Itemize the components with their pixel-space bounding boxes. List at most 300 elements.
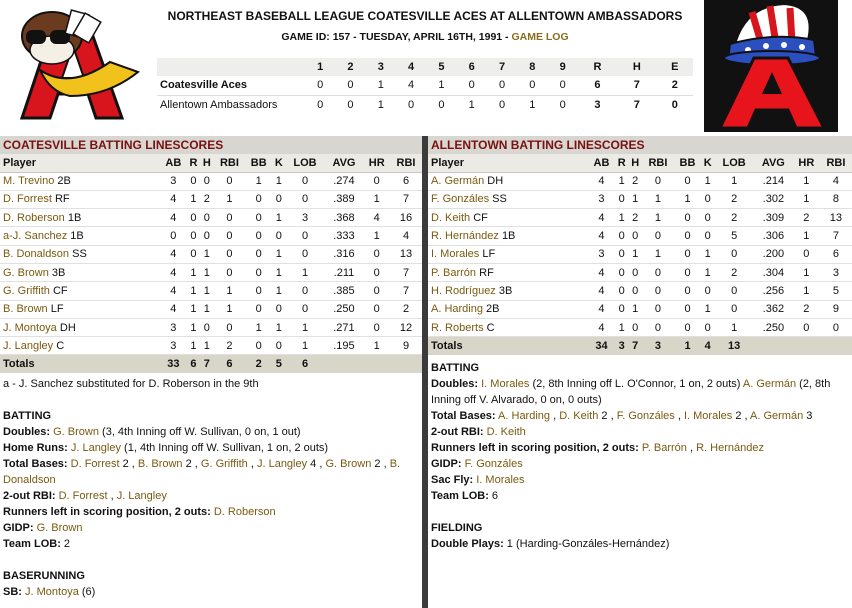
- tb-value: 2: [371, 458, 381, 471]
- stat-trbi: 9: [820, 300, 852, 318]
- fielding-heading: FIELDING: [431, 521, 483, 534]
- stat-k: 0: [701, 190, 714, 208]
- stat-avg: .316: [325, 245, 364, 263]
- inning-score: 1: [468, 98, 475, 111]
- table-row: [428, 227, 852, 245]
- player-link[interactable]: G. Brown: [53, 426, 99, 439]
- col-hr: HR: [363, 154, 390, 172]
- player-link[interactable]: F. Gonzáles: [616, 409, 675, 422]
- batting-heading: BATTING: [431, 361, 480, 374]
- stat-rbi: 0: [213, 263, 245, 281]
- stat-h: 1: [200, 263, 213, 281]
- player-link[interactable]: I. Morales: [431, 248, 480, 261]
- stat-bb: 0: [674, 318, 701, 336]
- total-k: 5: [272, 355, 285, 373]
- stat-r: 0: [187, 245, 200, 263]
- stat-bb: 0: [245, 227, 272, 245]
- inning-score: 0: [305, 76, 335, 95]
- table-row: [428, 245, 852, 263]
- total-empty: [820, 337, 852, 355]
- stat-lob: 3: [285, 209, 324, 227]
- stat-k: 1: [272, 318, 285, 336]
- stat-avg: .211: [325, 263, 364, 281]
- total-lob: 13: [714, 337, 753, 355]
- player-link[interactable]: J. Langley: [256, 458, 308, 471]
- stat-trbi: 2: [390, 300, 422, 318]
- stat-ab: 4: [588, 263, 615, 281]
- total-rbi: 3: [642, 337, 674, 355]
- gidp-label: GIDP:: [3, 522, 34, 535]
- stat-rbi: 2: [213, 337, 245, 355]
- stat-hr: 1: [793, 263, 820, 281]
- total-errors: 2: [657, 76, 693, 95]
- stat-hr: 1: [363, 337, 390, 355]
- stat-ab: 4: [160, 282, 187, 300]
- tb-value: 2: [182, 458, 192, 471]
- total-bases-label: Total Bases:: [431, 409, 496, 422]
- stat-trbi: 4: [820, 172, 852, 190]
- stat-avg: .368: [325, 209, 364, 227]
- two-out-rbi-label: 2-out RBI:: [3, 490, 56, 503]
- total-label: Totals: [428, 337, 588, 355]
- stat-ab: 4: [588, 172, 615, 190]
- stat-h: 1: [200, 245, 213, 263]
- home-runs-label: Home Runs:: [3, 442, 68, 455]
- player-link[interactable]: D. Forrest: [70, 458, 120, 471]
- stat-r: 1: [615, 172, 628, 190]
- player-link[interactable]: G. Brown: [36, 522, 83, 535]
- gidp-label: GIDP:: [431, 457, 462, 470]
- total-h: 7: [628, 337, 641, 355]
- stat-rbi: 0: [642, 227, 674, 245]
- game-log-link[interactable]: GAME LOG: [511, 31, 569, 43]
- stat-trbi: 5: [820, 282, 852, 300]
- player-cell: [0, 209, 160, 227]
- col-player: Player: [0, 154, 160, 172]
- stat-bb: 0: [674, 227, 701, 245]
- stat-hr: 0: [793, 245, 820, 263]
- stat-bb: 0: [245, 300, 272, 318]
- home-runs-detail: (1, 4th Inning off W. Sullivan, 1 on, 2 outs): [121, 442, 329, 455]
- inning-score: 0: [347, 98, 354, 111]
- stat-h: 0: [628, 227, 641, 245]
- player-link[interactable]: J. Montoya: [25, 586, 79, 599]
- stat-k: 0: [701, 318, 714, 336]
- stat-k: 0: [701, 227, 714, 245]
- total-runs: 6: [578, 76, 617, 95]
- stat-r: 0: [187, 227, 200, 245]
- player-link[interactable]: D. Keith: [559, 409, 599, 422]
- totals-row: [428, 337, 852, 355]
- team-lob-value: 6: [491, 489, 499, 502]
- stat-lob: 0: [285, 190, 324, 208]
- sac-fly-label: Sac Fly:: [431, 473, 474, 486]
- stat-r: 1: [187, 318, 200, 336]
- inning-score: 0: [548, 76, 578, 95]
- player-link[interactable]: D. Keith: [431, 211, 471, 224]
- player-link[interactable]: G. Griffith: [200, 458, 248, 471]
- stat-lob: 1: [285, 263, 324, 281]
- stat-bb: 1: [245, 318, 272, 336]
- inning-header: 4: [396, 58, 426, 76]
- stat-hr: 0: [363, 245, 390, 263]
- risp-line: [3, 504, 419, 520]
- stat-avg: .362: [754, 300, 793, 318]
- player-link[interactable]: J. Langley: [116, 490, 167, 503]
- stat-avg: .306: [754, 227, 793, 245]
- stat-trbi: 7: [390, 263, 422, 281]
- hits-header: H: [617, 58, 656, 76]
- stat-r: 1: [615, 318, 628, 336]
- player-link[interactable]: A. Harding: [498, 409, 551, 422]
- stat-avg: .304: [754, 263, 793, 281]
- stat-rbi: 0: [213, 172, 245, 190]
- player-link[interactable]: R. Hernández: [696, 441, 764, 454]
- player-position: 1B: [67, 211, 82, 224]
- tb-value: 2: [598, 409, 608, 422]
- player-link[interactable]: B. Brown: [3, 303, 48, 316]
- player-cell: [428, 245, 588, 263]
- stat-avg: .195: [325, 337, 364, 355]
- stat-ab: 4: [160, 300, 187, 318]
- aces-logo-icon: [0, 0, 145, 134]
- total-lob: 6: [285, 355, 324, 373]
- stat-ab: 0: [160, 227, 187, 245]
- player-position: 2B: [57, 175, 71, 188]
- stat-bb: 0: [674, 282, 701, 300]
- stat-trbi: 7: [390, 282, 422, 300]
- double-plays-label: Double Plays:: [431, 537, 504, 550]
- col-rbi: RBI: [213, 154, 245, 172]
- player-position: C: [56, 339, 65, 352]
- linescore-team-header: [157, 58, 305, 76]
- stat-rbi: 1: [213, 190, 245, 208]
- stat-k: 0: [701, 282, 714, 300]
- stat-ab: 4: [588, 282, 615, 300]
- player-link[interactable]: A. Harding: [431, 303, 483, 316]
- away-batting-table: [0, 154, 422, 373]
- player-cell: [428, 318, 588, 336]
- total-label: Totals: [0, 355, 160, 373]
- player-link[interactable]: B. Brown: [137, 458, 183, 471]
- total-bases-line: Total Bases: A. Harding , D. Keith 2 , F. Gonzáles , I. Morales 2 , A. Germán 3: [431, 409, 813, 422]
- stat-lob: 1: [714, 172, 753, 190]
- stat-bb: 0: [674, 245, 701, 263]
- game-header: [0, 0, 852, 136]
- stat-trbi: 13: [820, 209, 852, 227]
- stat-k: 1: [272, 263, 285, 281]
- stat-trbi: 12: [390, 318, 422, 336]
- coatesville-aces-logo: [0, 0, 145, 134]
- stat-r: 1: [615, 209, 628, 227]
- stolen-bases-label: SB:: [3, 586, 22, 599]
- stat-lob: 2: [714, 263, 753, 281]
- inning-score: 0: [517, 76, 547, 95]
- stat-hr: 0: [363, 172, 390, 190]
- player-link[interactable]: G. Griffith: [3, 284, 50, 297]
- stat-bb: 0: [674, 209, 701, 227]
- player-cell: [428, 190, 588, 208]
- stat-hr: 1: [363, 227, 390, 245]
- stat-rbi: 1: [642, 209, 674, 227]
- inning-header: 8: [517, 58, 547, 76]
- player-link[interactable]: I. Morales: [683, 409, 733, 422]
- col-k: K: [701, 154, 714, 172]
- col-avg: AVG: [325, 154, 364, 172]
- player-link[interactable]: D. Forrest: [58, 490, 108, 503]
- linescore-table: [157, 58, 693, 114]
- stat-rbi: 0: [213, 245, 245, 263]
- table-row: [0, 300, 422, 318]
- risp-label: Runners left in scoring position, 2 outs:: [431, 441, 639, 454]
- player-link[interactable]: G. Brown: [3, 266, 49, 279]
- player-position: RF: [479, 266, 494, 279]
- linescore-row-home: [157, 95, 693, 114]
- stat-rbi: 0: [642, 300, 674, 318]
- player-position: 1B: [70, 230, 84, 243]
- doubles-detail: (3, 4th Inning off W. Sullivan, 0 on, 1 out): [98, 426, 301, 439]
- tb-value: 3: [803, 409, 813, 422]
- col-avg: AVG: [754, 154, 793, 172]
- stat-bb: 0: [245, 337, 272, 355]
- stat-rbi: 1: [213, 282, 245, 300]
- player-link[interactable]: P. Barrón: [641, 441, 687, 454]
- tb-value: 2: [119, 458, 129, 471]
- inning-score: 0: [408, 98, 415, 111]
- player-link[interactable]: a-J. Sanchez: [3, 230, 68, 243]
- table-row: [428, 263, 852, 281]
- allentown-ambassadors-logo: [704, 0, 838, 132]
- stat-trbi: 0: [820, 318, 852, 336]
- stat-h: 1: [200, 282, 213, 300]
- player-link[interactable]: M. Trevino: [3, 175, 55, 188]
- stat-avg: .302: [754, 190, 793, 208]
- stat-hr: 0: [363, 263, 390, 281]
- player-link[interactable]: D. Forrest: [3, 193, 52, 206]
- stat-r: 0: [615, 190, 628, 208]
- player-link[interactable]: F. Gonzáles: [431, 193, 490, 206]
- stat-bb: 0: [674, 263, 701, 281]
- player-link[interactable]: J. Montoya: [3, 321, 57, 334]
- two-out-rbi-line: [431, 424, 849, 440]
- stat-avg: .256: [754, 282, 793, 300]
- col-lob: LOB: [714, 154, 753, 172]
- stat-ab: 4: [160, 190, 187, 208]
- player-cell: [0, 318, 160, 336]
- col-h: H: [200, 154, 213, 172]
- player-position: C: [486, 321, 495, 334]
- gidp-line: [431, 456, 849, 472]
- tb-value: 4: [307, 458, 317, 471]
- total-bb: 1: [674, 337, 701, 355]
- player-link[interactable]: I. Morales: [481, 377, 530, 390]
- stat-hr: 2: [793, 209, 820, 227]
- player-position: 3B: [498, 284, 513, 297]
- game-id-date: GAME ID: 157 - TUESDAY, APRIL 16TH, 1991 -: [281, 31, 512, 43]
- stat-r: 0: [187, 172, 200, 190]
- stat-trbi: 3: [820, 263, 852, 281]
- stat-h: 1: [628, 190, 641, 208]
- stat-hr: 1: [793, 282, 820, 300]
- team-name: Allentown Ambassadors: [160, 98, 278, 111]
- stat-rbi: 0: [213, 209, 245, 227]
- stat-r: 0: [187, 209, 200, 227]
- stat-hr: 1: [363, 190, 390, 208]
- player-cell: [0, 263, 160, 281]
- stat-h: 0: [200, 209, 213, 227]
- stat-k: 0: [272, 227, 285, 245]
- inning-header: 7: [487, 58, 517, 76]
- stat-avg: .385: [325, 282, 364, 300]
- total-ab: 33: [160, 355, 187, 373]
- stat-ab: 3: [588, 245, 615, 263]
- player-link[interactable]: B. Donaldson: [3, 458, 401, 487]
- stat-ab: 3: [160, 172, 187, 190]
- errors-header: E: [657, 58, 693, 76]
- player-link[interactable]: H. Rodríguez: [431, 284, 496, 297]
- inning-header: 5: [426, 58, 456, 76]
- stat-h: 1: [628, 245, 641, 263]
- player-position: SS: [492, 193, 507, 206]
- stat-k: 0: [272, 300, 285, 318]
- player-link[interactable]: F. Gonzáles: [464, 457, 523, 470]
- table-row: [0, 209, 422, 227]
- player-link[interactable]: R. Hernández: [431, 230, 499, 243]
- inning-score: 4: [396, 76, 426, 95]
- stat-avg: .250: [325, 300, 364, 318]
- player-link[interactable]: D. Roberson: [3, 211, 65, 224]
- doubles-line: [3, 424, 419, 440]
- two-out-rbi-label: 2-out RBI:: [431, 425, 484, 438]
- player-link[interactable]: D. Roberson: [213, 506, 276, 519]
- col-ab: AB: [160, 154, 187, 172]
- doubles-label: Doubles:: [431, 377, 479, 390]
- away-notes: [0, 373, 422, 600]
- inning-score: 0: [317, 98, 324, 111]
- stat-bb: 0: [674, 172, 701, 190]
- stolen-bases-detail: (6): [78, 586, 96, 599]
- col-total-rbi: RBI: [820, 154, 852, 172]
- stat-h: 0: [200, 318, 213, 336]
- player-link[interactable]: R. Roberts: [431, 321, 484, 334]
- stat-lob: 1: [714, 318, 753, 336]
- col-total-rbi: RBI: [390, 154, 422, 172]
- player-link[interactable]: J. Langley: [3, 339, 54, 352]
- col-r: R: [615, 154, 628, 172]
- stat-ab: 4: [160, 209, 187, 227]
- stat-trbi: 8: [820, 190, 852, 208]
- total-ab: 34: [588, 337, 615, 355]
- stat-k: 0: [701, 209, 714, 227]
- stat-lob: 0: [285, 245, 324, 263]
- stat-k: 1: [272, 282, 285, 300]
- total-r: 3: [615, 337, 628, 355]
- doubles-detail: (2, 8th Inning off L. O'Connor, 1 on, 2 outs): [529, 377, 743, 390]
- stat-trbi: 13: [390, 245, 422, 263]
- player-link[interactable]: B. Donaldson: [3, 248, 70, 261]
- stat-hr: 1: [793, 172, 820, 190]
- team-lob-line: [431, 488, 849, 504]
- player-cell: [428, 300, 588, 318]
- stat-trbi: 6: [820, 245, 852, 263]
- player-link[interactable]: G. Brown: [325, 458, 372, 471]
- stat-h: 2: [628, 172, 641, 190]
- player-link[interactable]: A. Germán: [750, 409, 804, 422]
- table-row: [428, 172, 852, 190]
- stat-bb: 0: [674, 300, 701, 318]
- player-cell: [428, 263, 588, 281]
- player-position: LF: [482, 248, 496, 261]
- stat-k: 1: [272, 245, 285, 263]
- stat-h: 0: [200, 172, 213, 190]
- player-position: 1B: [501, 230, 516, 243]
- stat-rbi: 0: [213, 318, 245, 336]
- inning-score: 0: [457, 76, 487, 95]
- home-notes: [428, 355, 852, 552]
- stat-r: 0: [615, 300, 628, 318]
- home-batting-table: [428, 154, 852, 355]
- stat-ab: 3: [588, 190, 615, 208]
- total-empty: [754, 337, 793, 355]
- stat-ab: 3: [160, 318, 187, 336]
- stat-rbi: 1: [642, 190, 674, 208]
- stat-trbi: 7: [390, 190, 422, 208]
- batting-header-row: [428, 154, 852, 172]
- player-link[interactable]: P. Barrón: [431, 266, 477, 279]
- doubles-detail: (2, 8th Inning off V. Alvarado, 0 on, 0 outs): [431, 377, 831, 406]
- table-row: [0, 337, 422, 355]
- stat-bb: 0: [245, 282, 272, 300]
- stat-r: 1: [187, 337, 200, 355]
- stat-ab: 4: [160, 263, 187, 281]
- stat-r: 0: [615, 245, 628, 263]
- player-position: 3B: [51, 266, 66, 279]
- stat-h: 0: [628, 318, 641, 336]
- stat-hr: 1: [793, 227, 820, 245]
- linescore-row-away: [157, 76, 693, 95]
- team-lob-label: Team LOB:: [3, 538, 61, 551]
- player-link[interactable]: A. Germán: [431, 175, 485, 188]
- two-out-rbi-line: 2-out RBI: D. Forrest , J. Langley: [3, 490, 167, 503]
- stat-hr: 0: [363, 300, 390, 318]
- inning-score: 0: [335, 76, 365, 95]
- total-empty: [390, 355, 422, 373]
- player-link[interactable]: J. Langley: [70, 442, 121, 455]
- stat-avg: .389: [325, 190, 364, 208]
- total-empty: [793, 337, 820, 355]
- stat-lob: 0: [285, 300, 324, 318]
- linescore-header-row: [157, 58, 693, 76]
- stat-avg: .333: [325, 227, 364, 245]
- player-link[interactable]: I. Morales: [476, 473, 525, 486]
- player-cell: [0, 227, 160, 245]
- page-title: NORTHEAST BASEBALL LEAGUE COATESVILLE ACES AT ALLENTOWN AMBASSADORS: [167, 9, 683, 23]
- stat-rbi: 1: [642, 245, 674, 263]
- stat-avg: .200: [754, 245, 793, 263]
- substitution-note: a - J. Sanchez substituted for D. Roberson in the 9th: [3, 378, 259, 391]
- sac-fly-line: [431, 472, 849, 488]
- table-row: [0, 190, 422, 208]
- gidp-line: [3, 520, 419, 536]
- inning-score: 0: [559, 98, 566, 111]
- inning-score: 0: [438, 98, 445, 111]
- risp-label: Runners left in scoring position, 2 outs:: [3, 506, 211, 519]
- total-bases-line: Total Bases: D. Forrest 2 , B. Brown 2 , G. Griffith , J. Langley 4 , G. Brown 2 , B. Donaldson: [3, 458, 401, 487]
- player-link[interactable]: A. Germán: [742, 377, 797, 390]
- player-link[interactable]: D. Keith: [486, 425, 526, 438]
- team-name: Coatesville Aces: [157, 76, 305, 95]
- stat-bb: 0: [245, 209, 272, 227]
